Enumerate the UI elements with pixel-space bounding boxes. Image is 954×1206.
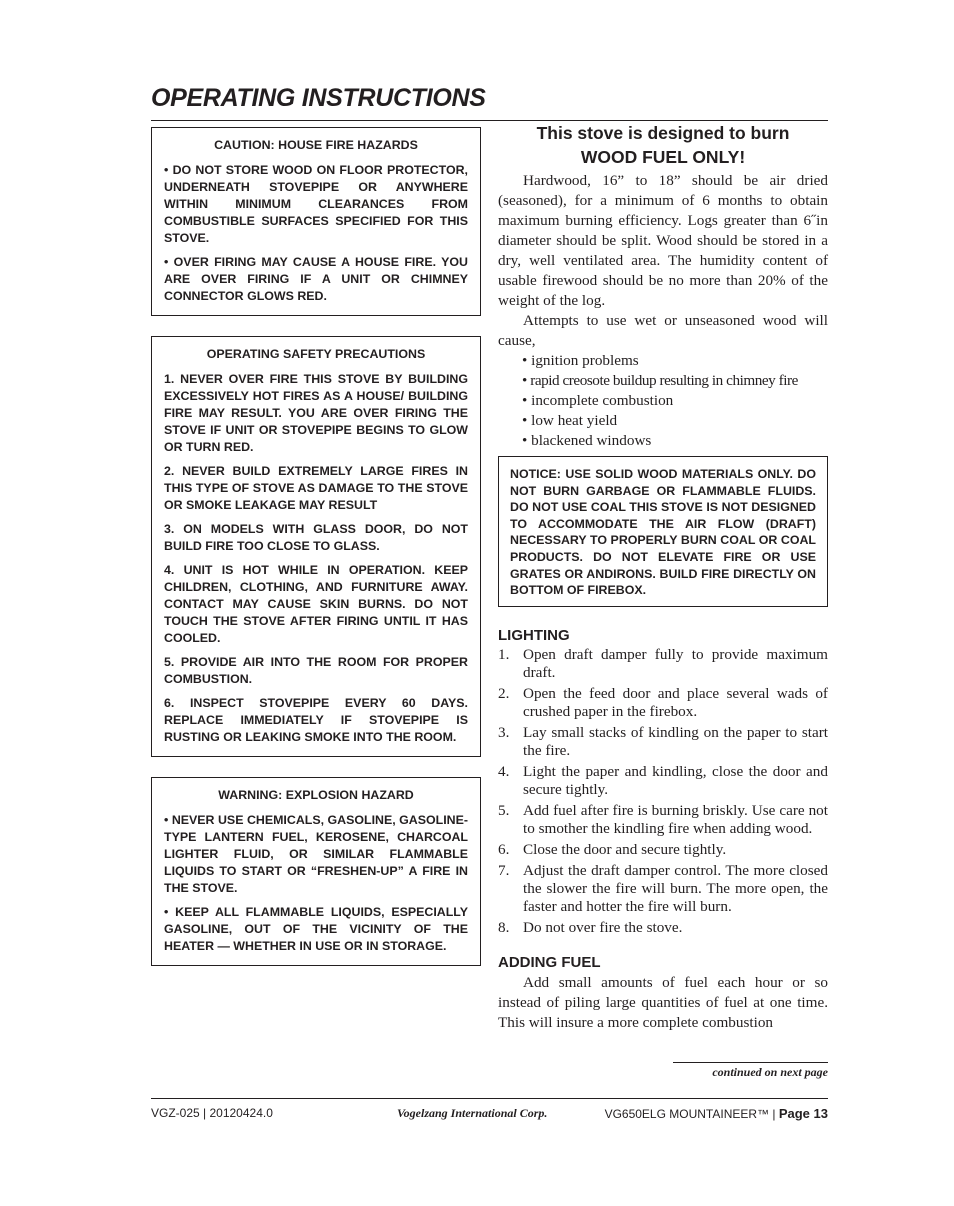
notice-box: NOTICE: USE SOLID WOOD MATERIALS ONLY. DO NOT BURN GARBAGE OR FLAMMABLE FLUIDS. DO NOT USE COAL THIS STOVE IS NOT DESIGNED TO ACCOMMODATE THE AIR FLOW (DRAFT) NECESSARY TO PROPERLY BURN COAL OR COAL PRODUCTS. DO NOT ELEVATE FIRE OR USE GRATES OR ANDIRONS. BUILD FIRE DIRECTLY ON BOTTOM OF FIREBOX. [498, 456, 828, 607]
safety-item: 4. UNIT IS HOT WHILE IN OPERATION. KEEP CHILDREN, CLOTHING, AND FURNITURE AWAY. CONTACT MAY CAUSE SKIN BURNS. DO NOT TOUCH THE STOVE AFTER FIRING UNTIL IT HAS COOLED. [164, 563, 468, 645]
wood-paragraph: Hardwood, 16” to 18” should be air dried (seasoned), for a minimum of 6 months to obtain maximum burning efficiency. Logs greater than 6˝in diameter should be split. Wood should be stored in a dry, well ventilated area. The humidity content of usable firewood should be no more than 20% of the weight of the log. [498, 172, 828, 309]
list-item [498, 763, 828, 799]
step-number: 8. [498, 918, 510, 936]
safety-item: 3. ON MODELS WITH GLASS DOOR, DO NOT BUILD FIRE TOO CLOSE TO GLASS. [164, 522, 468, 553]
safety-heading: OPERATING SAFETY PRECAUTIONS [206, 347, 426, 361]
caution-box [151, 127, 481, 316]
footer-page-info [605, 1106, 828, 1121]
list-item [498, 919, 828, 937]
safety-item: 2. NEVER BUILD EXTREMELY LARGE FIRES IN THIS TYPE OF STOVE AS DAMAGE TO THE STOVE OR SMOKE LEAKAGE MAY RESULT [164, 464, 468, 512]
step-number: 1. [498, 645, 510, 663]
adding-fuel-heading: ADDING FUEL [498, 953, 601, 971]
safety-item: 6. INSPECT STOVEPIPE EVERY 60 DAYS. REPLACE IMMEDIATELY IF STOVEPIPE IS RUSTING OR LEAKING SMOKE INTO THE ROOM. [164, 696, 468, 744]
continued-note: continued on next page [673, 1062, 828, 1080]
list-item: • ignition problems [522, 352, 639, 369]
wood-paragraph: Attempts to use wet or unseasoned wood will cause, [498, 312, 828, 349]
step-text: Close the door and secure tightly. [523, 840, 727, 858]
safety-item: 5. PROVIDE AIR INTO THE ROOM FOR PROPER COMBUSTION. [164, 655, 468, 686]
list-item [498, 802, 828, 838]
list-item: • low heat yield [522, 412, 618, 429]
wet-wood-effects-list [498, 351, 828, 451]
warning-item: • NEVER USE CHEMICALS, GASOLINE, GASOLINE-TYPE LANTERN FUEL, KEROSENE, CHARCOAL LIGHTER FLUID, OR SIMILAR FLAMMABLE LIQUIDS TO START OR “FRESHEN-UP” A FIRE IN THE STOVE. [164, 813, 468, 895]
step-number: 7. [498, 861, 510, 879]
list-item: • rapid creosote buildup resulting in chimney fire [522, 372, 798, 389]
step-text: Do not over fire the stove. [523, 918, 683, 936]
lighting-steps [498, 646, 828, 937]
step-text: Lay small stacks of kindling on the paper to start the fire. [523, 723, 828, 759]
step-number: 2. [498, 684, 510, 702]
left-column [151, 127, 481, 986]
adding-fuel-paragraph: Add small amounts of fuel each hour or so instead of piling large quantities of fuel at one time. This will insure a more complete combustion [498, 973, 828, 1031]
safety-item: 1. NEVER OVER FIRE THIS STOVE BY BUILDING EXCESSIVELY HOT FIRES AS A HOUSE/ BUILDING FIRE MAY RESULT. YOU ARE OVER FIRING THE STOVE IF UNIT OR STOVEPIPE BEGINS TO GLOW OR TURN RED. [164, 372, 468, 454]
step-number: 5. [498, 801, 510, 819]
right-column [498, 121, 828, 1033]
caution-item: • DO NOT STORE WOOD ON FLOOR PROTECTOR, UNDERNEATH STOVEPIPE OR ANYWHERE WITHIN MINIMUM CLEARANCES FROM COMBUSTIBLE SURFACES SPECIFIED FOR THIS STOVE. [164, 163, 468, 245]
page-number: Page 13 [778, 1106, 828, 1121]
step-text: Open the feed door and place several wads of crushed paper in the firebox. [523, 684, 828, 720]
warning-box [151, 777, 481, 966]
list-item [498, 724, 828, 760]
warning-heading: WARNING: EXPLOSION HAZARD [218, 788, 414, 802]
list-item [498, 646, 828, 682]
step-number: 4. [498, 762, 510, 780]
wood-title-line-2: WOOD FUEL ONLY! [580, 147, 746, 167]
page-title: OPERATING INSTRUCTIONS [151, 84, 486, 112]
step-text: Adjust the draft damper control. The more closed the slower the fire will burn. The more open, the faster and hotter the fire will burn. [523, 861, 828, 915]
step-number: 6. [498, 840, 510, 858]
caution-item: • OVER FIRING MAY CAUSE A HOUSE FIRE. YOU ARE OVER FIRING IF A UNIT OR CHIMNEY CONNECTOR GLOWS RED. [164, 255, 468, 303]
list-item [498, 841, 828, 859]
list-item [498, 685, 828, 721]
list-item [498, 862, 828, 916]
warning-item: • KEEP ALL FLAMMABLE LIQUIDS, ESPECIALLY GASOLINE, OUT OF THE VICINITY OF THE HEATER — WHETHER IN USE OR IN STORAGE. [164, 905, 468, 953]
footer-model: VG650ELG MOUNTAINEER™ | [604, 1107, 779, 1121]
safety-precautions-box [151, 336, 481, 757]
caution-heading: CAUTION: HOUSE FIRE HAZARDS [214, 138, 418, 152]
step-number: 3. [498, 723, 510, 741]
wood-title-line-1: This stove is designed to burn [536, 123, 790, 143]
footer-company: Vogelzang International Corp. [397, 1106, 548, 1120]
list-item: • incomplete combustion [522, 392, 674, 409]
footer-doc-id: VGZ-025 | 20120424.0 [151, 1106, 273, 1120]
step-text: Add fuel after fire is burning briskly. Use care not to smother the kindling fire when adding wood. [523, 801, 828, 837]
wood-section-title [498, 121, 828, 169]
footer-rule [151, 1098, 828, 1099]
list-item: • blackened windows [522, 432, 652, 449]
lighting-heading: LIGHTING [498, 626, 570, 644]
step-text: Light the paper and kindling, close the door and secure tightly. [523, 762, 828, 798]
step-text: Open draft damper fully to provide maximum draft. [523, 645, 828, 681]
